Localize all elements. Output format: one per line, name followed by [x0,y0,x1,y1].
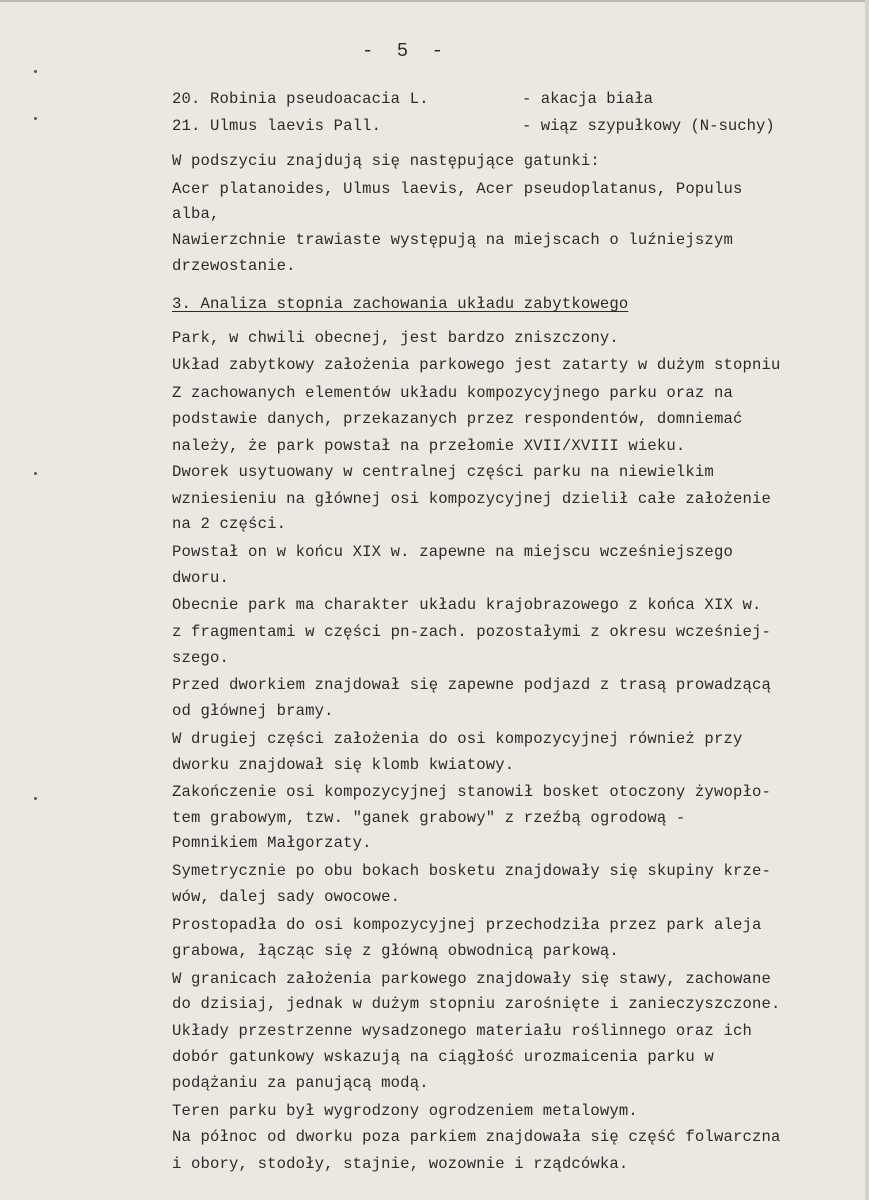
text-line: W granicach założenia parkowego znajdowały się stawy, zachowane [172,970,771,988]
text-line: Symetrycznie po obu bokach bosketu znajdowały się skupiny krze- [172,862,771,880]
text-line: W podszyciu znajdują się następujące gatunki: [172,152,600,170]
text-line: na 2 części. [172,515,287,533]
paper-speck [34,117,37,120]
text-line: Obecnie park ma charakter układu krajobrazowego z końca XIX w. [172,596,762,614]
text-line: Acer platanoides, Ulmus laevis, Acer pseudoplatanus, Populus [172,180,743,198]
text-line: do dzisiaj, jednak w dużym stopniu zarośnięte i zanieczyszczone. [172,995,781,1013]
text-line: Przed dworkiem znajdował się zapewne podjazd z trasą prowadzącą [172,676,771,694]
text-line: Z zachowanych elementów układu kompozycyjnego parku oraz na [172,384,733,402]
text-line: Teren parku był wygrodzony ogrodzeniem metalowym. [172,1102,638,1120]
text-line: Zakończenie osi kompozycyjnej stanowił bosket otoczony żywopło- [172,783,771,801]
species-polish: - wiąz szypułkowy (N-suchy) [522,117,775,135]
page-top-edge [0,0,869,2]
text-line: Prostopadła do osi kompozycyjnej przechodziła przez park aleja [172,916,762,934]
text-line: dobór gatunkowy wskazują na ciągłość urozmaicenia parku w [172,1048,714,1066]
text-line: od głównej bramy. [172,702,334,720]
species-latin: 21. Ulmus laevis Pall. [172,117,382,135]
text-line: Układy przestrzenne wysadzonego materiału roślinnego oraz ich [172,1022,752,1040]
text-line: Nawierzchnie trawiaste występują na miejscach o luźniejszym [172,231,733,249]
text-line: dworku znajdował się klomb kwiatowy. [172,756,515,774]
text-line: należy, że park powstał na przełomie XVII/XVIII wieku. [172,437,686,455]
text-line: drzewostanie. [172,257,296,275]
text-line: Park, w chwili obecnej, jest bardzo zniszczony. [172,329,619,347]
text-line: Pomnikiem Małgorzaty. [172,834,372,852]
text-line: Dworek usytuowany w centralnej części parku na niewielkim [172,463,714,481]
text-line: szego. [172,649,230,667]
text-line: Powstał on w końcu XIX w. zapewne na miejscu wcześniejszego [172,543,733,561]
text-line: podążaniu za panującą modą. [172,1074,429,1092]
text-line: Układ zabytkowy założenia parkowego jest zatarty w dużym stopniu [172,356,781,374]
paper-speck [34,797,37,800]
species-polish: - akacja biała [522,90,654,108]
text-line: W drugiej części założenia do osi kompozycyjnej również przy [172,730,743,748]
text-line: dworu. [172,569,230,587]
text-line: Na północ od dworku poza parkiem znajdowała się część folwarczna [172,1128,781,1146]
text-line: wzniesieniu na głównej osi kompozycyjnej dzielił całe założenie [172,490,771,508]
text-line: z fragmentami w części pn-zach. pozostałymi z okresu wcześniej- [172,623,771,641]
paper-speck [34,472,37,475]
text-line: podstawie danych, przekazanych przez respondentów, domniemać [172,410,743,428]
text-line: wów, dalej sady owocowe. [172,888,401,906]
paper-speck [34,70,37,73]
text-line: grabowa, łącząc się z główną obwodnicą parkową. [172,942,619,960]
text-line: i obory, stodoły, stajnie, wozownie i rządcówka. [172,1155,629,1173]
text-line: alba, [172,205,220,223]
section-heading: 3. Analiza stopnia zachowania układu zabytkowego [172,295,629,313]
page-right-edge [865,0,869,1200]
page-number: - 5 - [362,40,450,62]
text-line: tem grabowym, tzw. "ganek grabowy" z rzeźbą ogrodową - [172,809,686,827]
species-latin: 20. Robinia pseudoacacia L. [172,90,429,108]
